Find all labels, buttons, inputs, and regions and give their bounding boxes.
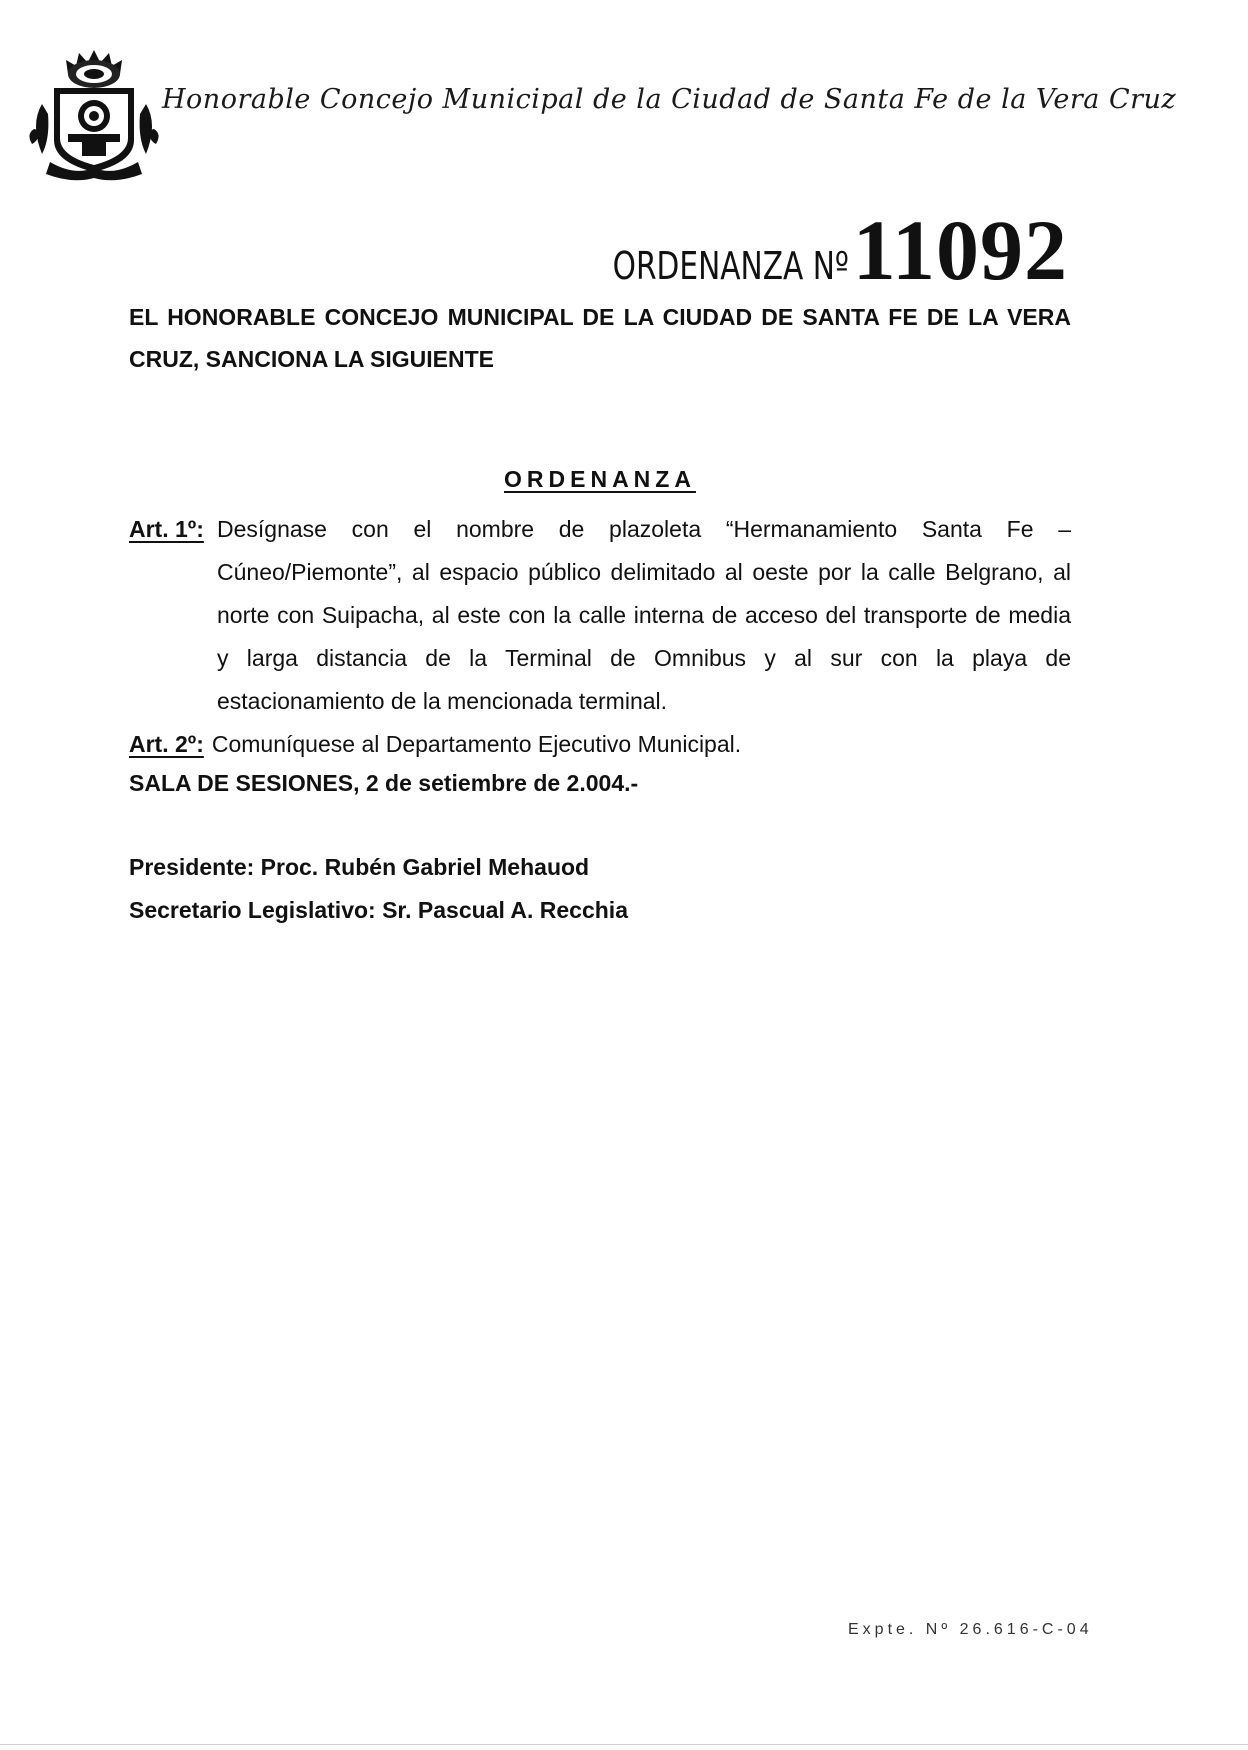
ordinance-number: 11092 [852, 202, 1068, 298]
council-name: Honorable Concejo Municipal de la Ciudad de Santa Fe de la Vera Cruz [162, 84, 1177, 115]
ordinance-title [546, 200, 1068, 300]
page-bottom-rule [0, 1744, 1248, 1745]
article-2-label: Art. 2º: [129, 731, 204, 757]
section-heading: ORDENANZA [504, 466, 696, 492]
file-reference: Expte. Nº 26.616-C-04 [848, 1621, 1093, 1638]
article-1-text: Desígnase con el nombre de plazoleta “Hermanamiento Santa Fe – Cúneo/Piemonte”, al espacio público delimitado al oeste por la calle Belgrano, al norte con Suipacha, al este con la calle interna de acceso del transporte de media y larga distancia de la Terminal de Omnibus y al sur con la playa de estacionamiento de la mencionada terminal. [217, 516, 1071, 714]
secretary-signature: Secretario Legislativo: Sr. Pascual A. Recchia [129, 897, 628, 923]
preamble: EL HONORABLE CONCEJO MUNICIPAL DE LA CIUDAD DE SANTA FE DE LA VERA CRUZ, SANCIONA LA SIGUIENTE [129, 304, 1071, 372]
signatures [129, 846, 628, 932]
article-1 [129, 508, 1071, 723]
article-2-text: Comuníquese al Departamento Ejecutivo Municipal. [211, 731, 742, 757]
session-date: SALA DE SESIONES, 2 de setiembre de 2.004.- [129, 770, 639, 796]
ordinance-label: ORDENANZA Nº [612, 244, 849, 288]
president-signature: Presidente: Proc. Rubén Gabriel Mehauod [129, 854, 590, 880]
articles [129, 508, 1071, 766]
article-2 [129, 723, 1071, 766]
article-1-label: Art. 1º: [129, 516, 204, 542]
coat-of-arms-icon [24, 44, 164, 184]
